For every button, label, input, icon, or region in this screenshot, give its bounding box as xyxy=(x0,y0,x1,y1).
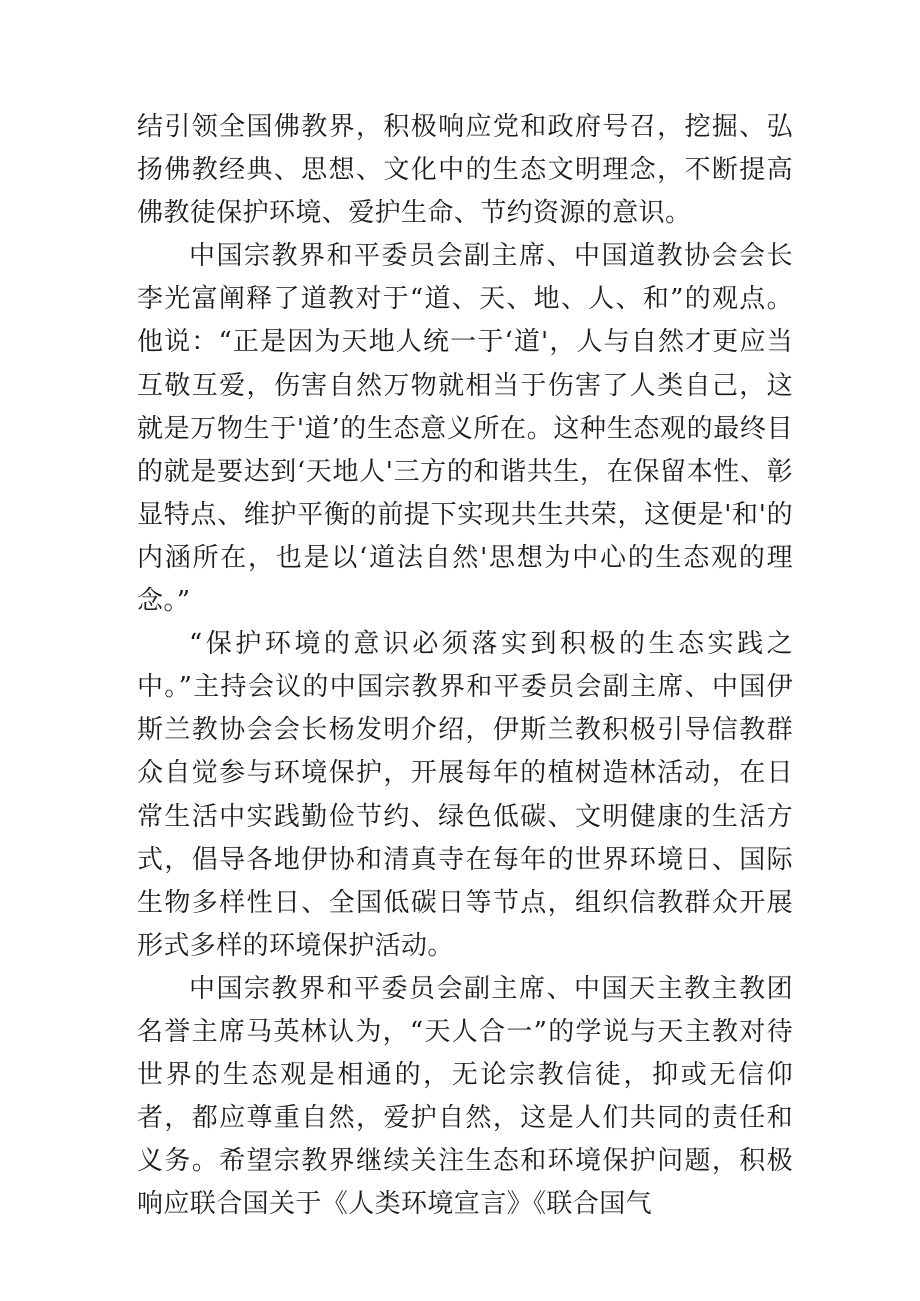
body-text xyxy=(137,106,793,1226)
paragraph-continuation: 结引领全国佛教界，积极响应党和政府号召，挖掘、弘扬佛教经典、思想、文化中的生态文明理念，不断提高佛教徒保护环境、爱护生命、节约资源的意识。 xyxy=(137,112,793,229)
paragraph-catholicism: 中国宗教界和平委员会副主席、中国天主教主教团名誉主席马英林认为，“天人合一”的学说与天主教对待世界的生态观是相通的，无论宗教信徒，抑或无信仰者，都应尊重自然，爱护自然，这是人们共同的责任和义务。希望宗教界继续关注生态和环境保护问题，积极响应联合国关于《人类环境宣言》《联合国气 xyxy=(137,973,793,1220)
paragraph-islam: “保护环境的意识必须落实到积极的生态实践之中。”主持会议的中国宗教界和平委员会副主席、中国伊斯兰教协会会长杨发明介绍，伊斯兰教积极引导信教群众自觉参与环境保护，开展每年的植树造林活动，在日常生活中实践勤俭节约、绿色低碳、文明健康的生活方式，倡导各地伊协和清真寺在每年的世界环境日、国际生物多样性日、全国低碳日等节点，组织信教群众开展形式多样的环境保护活动。 xyxy=(137,629,793,961)
paragraph-taoism: 中国宗教界和平委员会副主席、中国道教协会会长李光富阐释了道教对于“道、天、地、人、和”的观点。他说：“正是因为天地人统一于‘道'，人与自然才更应当互敬互爱，伤害自然万物就相当于伤害了人类自己，这就是万物生于'道’的生态意义所在。这种生态观的最终目的就是要达到‘天地人'三方的和谐共生，在保留本性、彰显特点、维护平衡的前提下实现共生共荣，这便是'和'的内涵所在，也是以‘道法自然'思想为中心的生态观的理念。” xyxy=(137,241,793,617)
